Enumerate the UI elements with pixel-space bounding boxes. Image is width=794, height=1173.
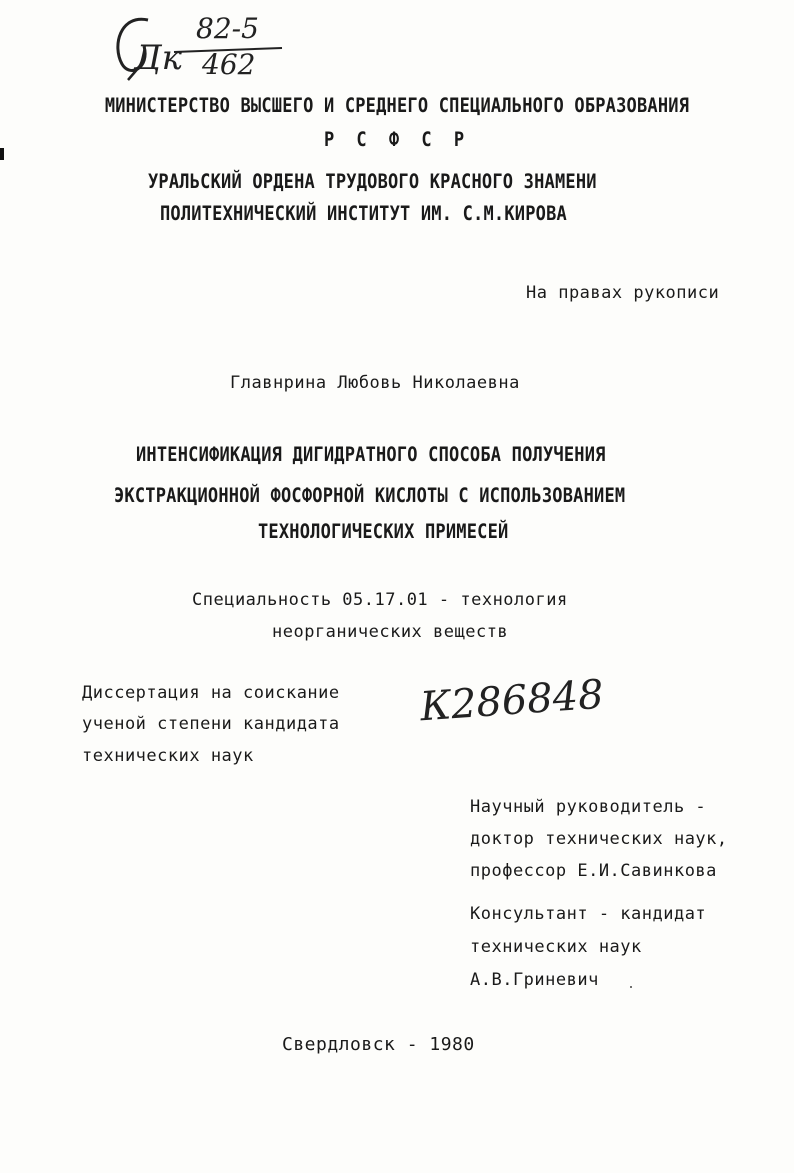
city-year: Свердловск - 1980 (282, 1034, 475, 1055)
republic-line: Р С Ф С Р (323, 128, 471, 152)
stray-dot (630, 986, 632, 988)
thesis-title-line-3: ТЕХНОЛОГИЧЕСКИХ ПРИМЕСЕЙ (258, 520, 509, 544)
thesis-title-line-1: ИНТЕНСИФИКАЦИЯ ДИГИДРАТНОГО СПОСОБА ПОЛУЧЕНИЯ (136, 443, 606, 467)
institute-line-2: ПОЛИТЕХНИЧЕСКИЙ ИНСТИТУТ ИМ. С.М.КИРОВА (160, 202, 567, 226)
supervisor-line-3: профессор Е.И.Савинкова (470, 861, 717, 881)
consultant-line-3: А.В.Гриневич (470, 970, 599, 990)
consultant-line-1: Консультант - кандидат (470, 904, 707, 924)
ministry-line: МИНИСТЕРСТВО ВЫСШЕГО И СРЕДНЕГО СПЕЦИАЛЬНОГО ОБРАЗОВАНИЯ (104, 94, 690, 118)
archive-stamp-numerator: 82-5 (196, 12, 259, 45)
institute-line-1: УРАЛЬСКИЙ ОРДЕНА ТРУДОВОГО КРАСНОГО ЗНАМЕНИ (148, 170, 597, 194)
inventory-number: К286848 (418, 671, 606, 731)
dissertation-line-2: ученой степени кандидата (82, 714, 340, 734)
author-name: Главнрина Любовь Николаевна (230, 373, 520, 393)
dissertation-line-1: Диссертация на соискание (82, 683, 340, 703)
supervisor-line-2: доктор технических наук, (470, 829, 728, 849)
supervisor-line-1: Научный руководитель - (470, 797, 707, 817)
dissertation-line-3: технических наук (82, 746, 254, 766)
specialty-line-2: неорганических веществ (272, 622, 509, 642)
specialty-line-1: Специальность 05.17.01 - технология (192, 590, 568, 610)
archive-stamp-denominator: 462 (202, 48, 256, 81)
archive-stamp-prefix: Дк (134, 38, 182, 78)
thesis-title-line-2: ЭКСТРАКЦИОННОЙ ФОСФОРНОЙ КИСЛОТЫ С ИСПОЛЬЗОВАНИЕМ (114, 484, 626, 508)
rights-note: На правах рукописи (526, 283, 720, 303)
consultant-line-2: технических наук (470, 937, 642, 957)
